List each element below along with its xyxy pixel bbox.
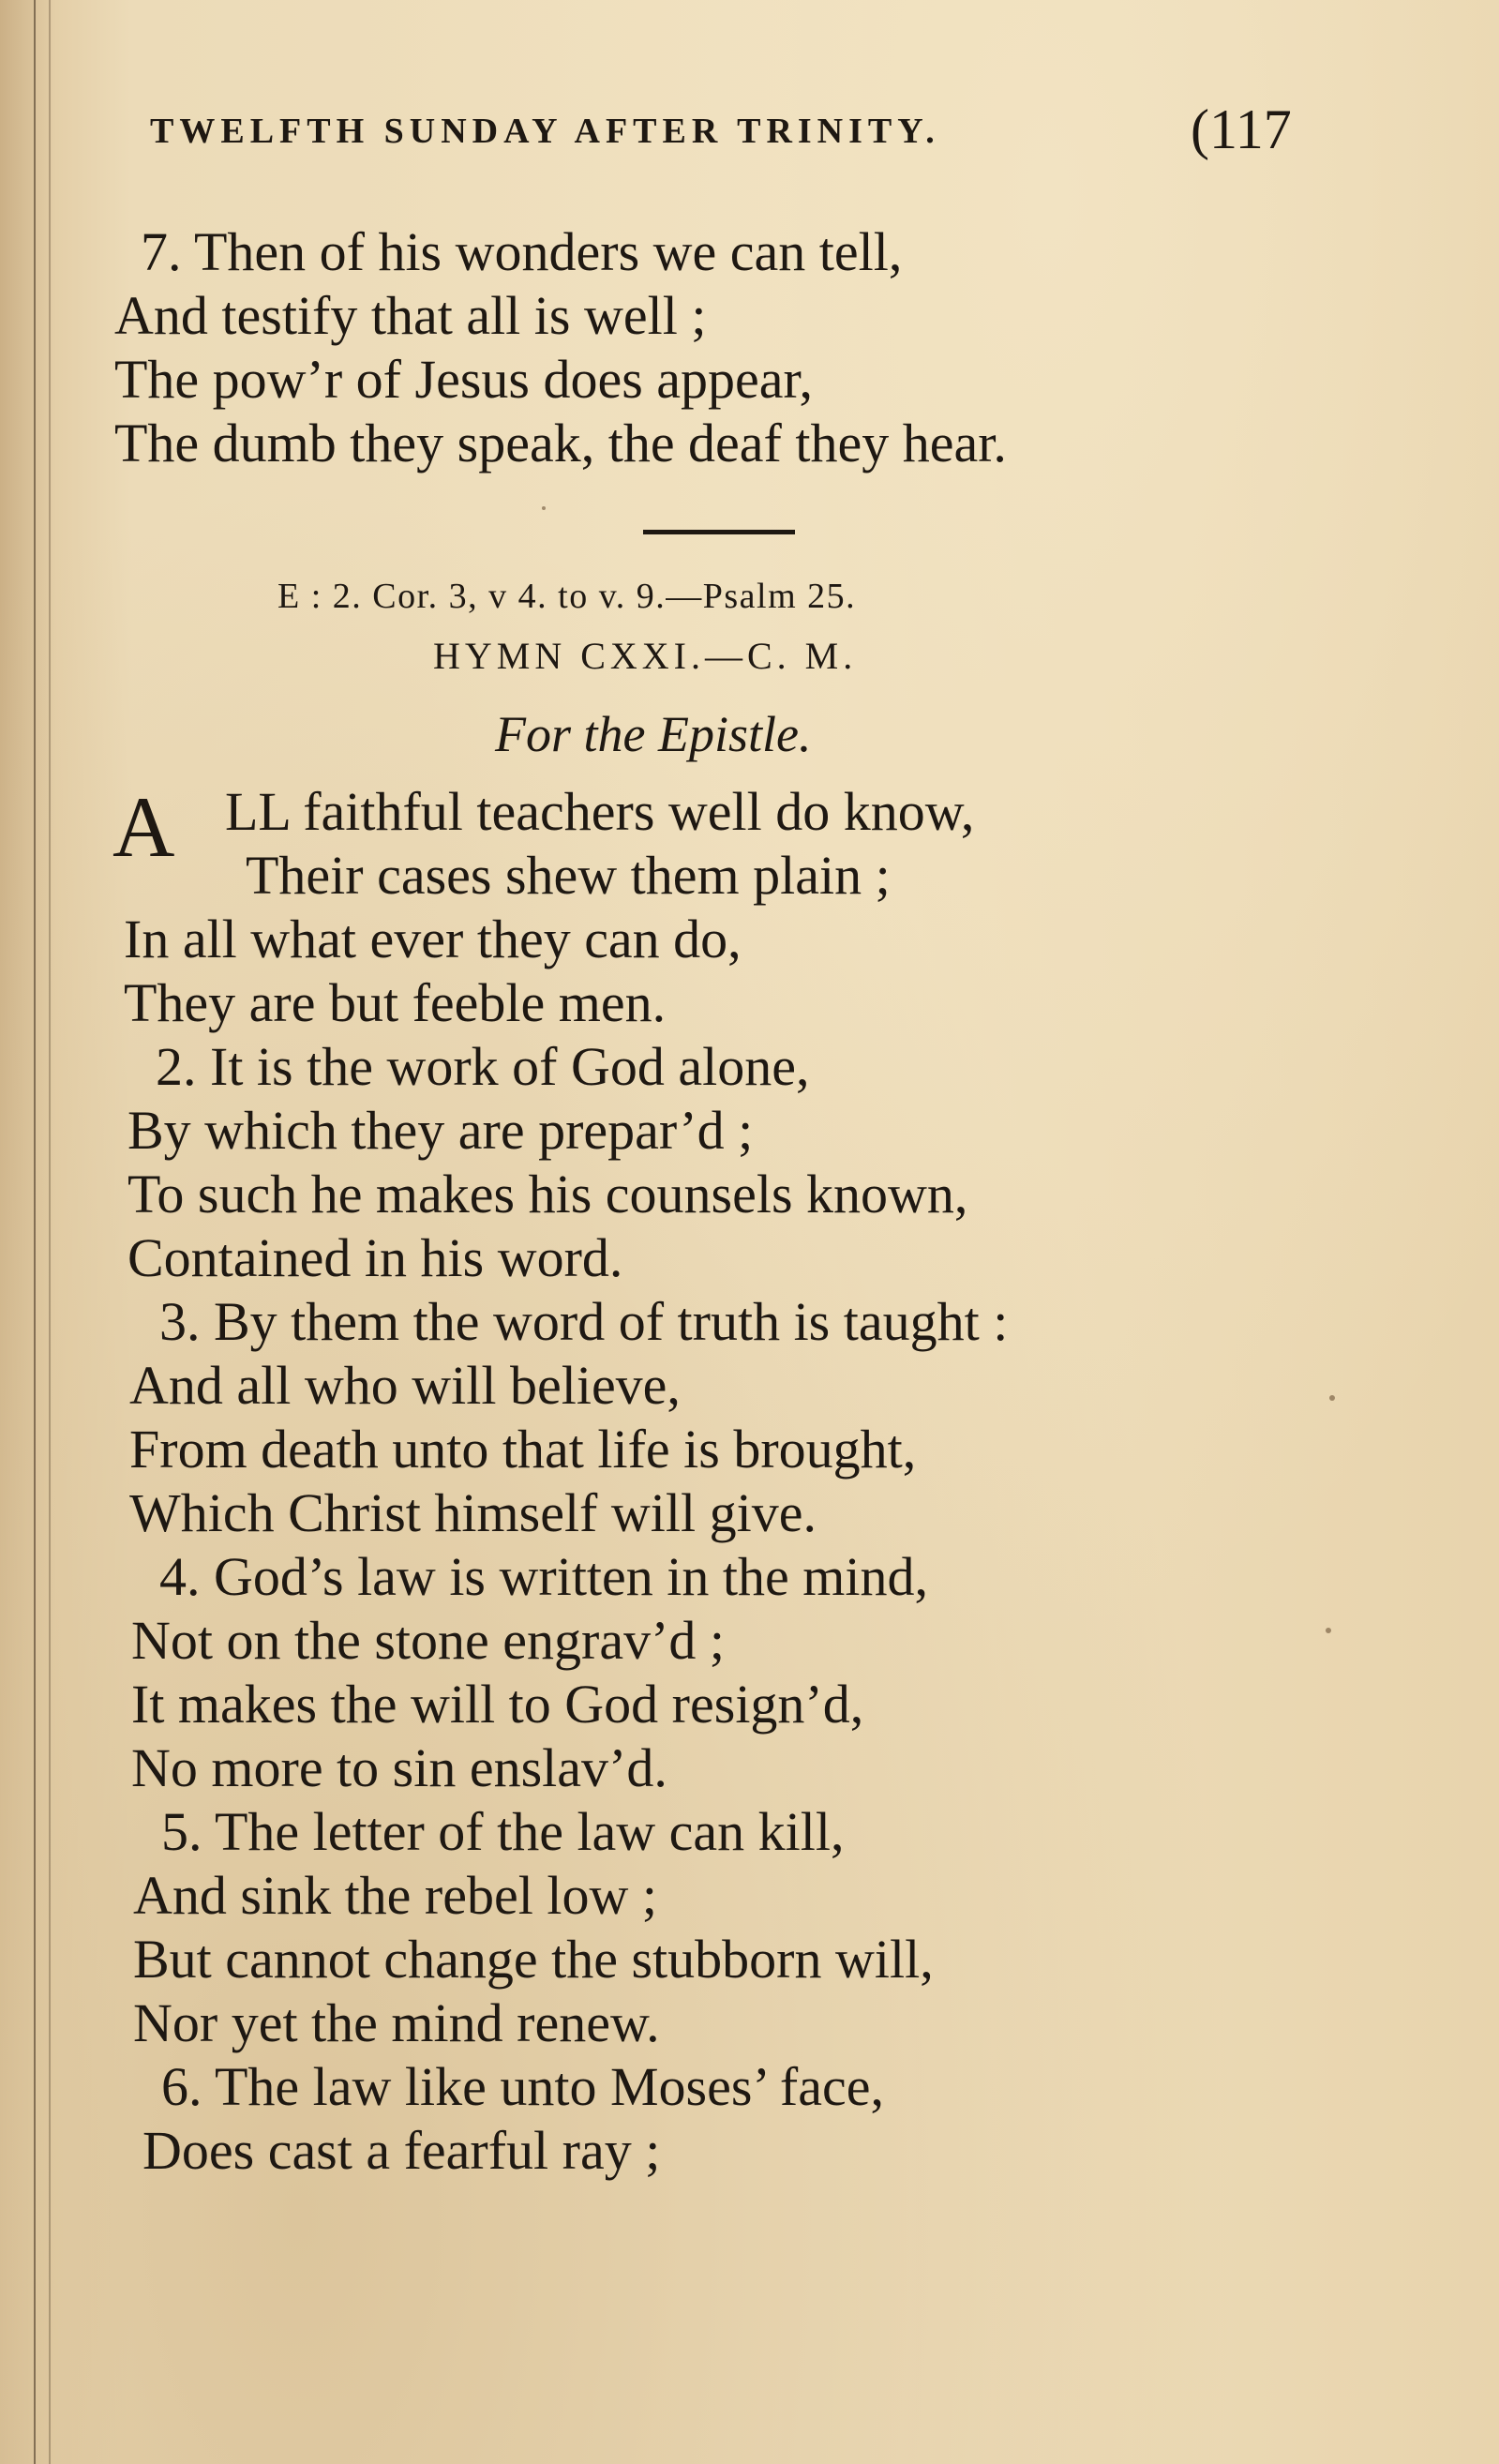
previous-hymn-line: And testify that all is well ; [114,285,707,346]
previous-hymn-line: The pow’r of Jesus does appear, [114,349,813,410]
gutter-line [34,0,36,2464]
hymn-line: Not on the stone engrav’d ; [131,1610,726,1671]
hymn-line: 5. The letter of the law can kill, [161,1801,845,1862]
hymn-line: They are but feeble men. [124,972,667,1033]
ink-speck [1329,1395,1335,1401]
hymn-line: 6. The law like unto Moses’ face, [161,2056,884,2117]
drop-cap: A [112,779,175,875]
hymn-line: 2. It is the work of God alone, [156,1036,810,1097]
hymn-line: Contained in his word. [127,1227,623,1288]
hymn-occasion: For the Epistle. [495,706,812,762]
hymn-line: From death unto that life is brought, [129,1419,917,1480]
hymn-line: 3. By them the word of truth is taught : [159,1291,1009,1352]
ink-speck [542,506,546,510]
hymn-line: It makes the will to God resign’d, [131,1674,864,1735]
hymn-line: And all who will believe, [129,1355,681,1416]
hymn-line: Does cast a fearful ray ; [142,2120,661,2181]
hymn-line: 4. God’s law is written in the mind, [159,1546,928,1607]
page-number: (117 [1191,98,1292,160]
ink-speck [1326,1628,1331,1633]
hymn-line: In all what ever they can do, [124,909,742,969]
gutter-line-faint [49,0,51,2464]
hymn-line: But cannot change the stubborn will, [133,1929,934,1990]
hymn-title: HYMN CXXI.—C. M. [433,635,858,677]
running-header: TWELFTH SUNDAY AFTER TRINITY. [150,112,940,151]
hymn-line: Which Christ himself will give. [129,1482,817,1543]
hymn-line: Nor yet the mind renew. [133,1992,660,2053]
lessons-reference: E : 2. Cor. 3, v 4. to v. 9.—Psalm 25. [277,577,857,616]
section-divider [643,530,795,534]
hymn-line: LL faithful teachers well do know, [225,781,975,842]
hymn-line: And sink the rebel low ; [133,1865,657,1926]
previous-hymn-line: 7. Then of his wonders we can tell, [141,221,903,282]
hymn-line: By which they are prepar’d ; [127,1100,754,1161]
previous-hymn-line: The dumb they speak, the deaf they hear. [114,413,1007,473]
hymn-line: No more to sin enslav’d. [131,1737,667,1798]
hymn-line: To such he makes his counsels known, [127,1164,968,1224]
hymn-line: Their cases shew them plain ; [246,845,891,906]
